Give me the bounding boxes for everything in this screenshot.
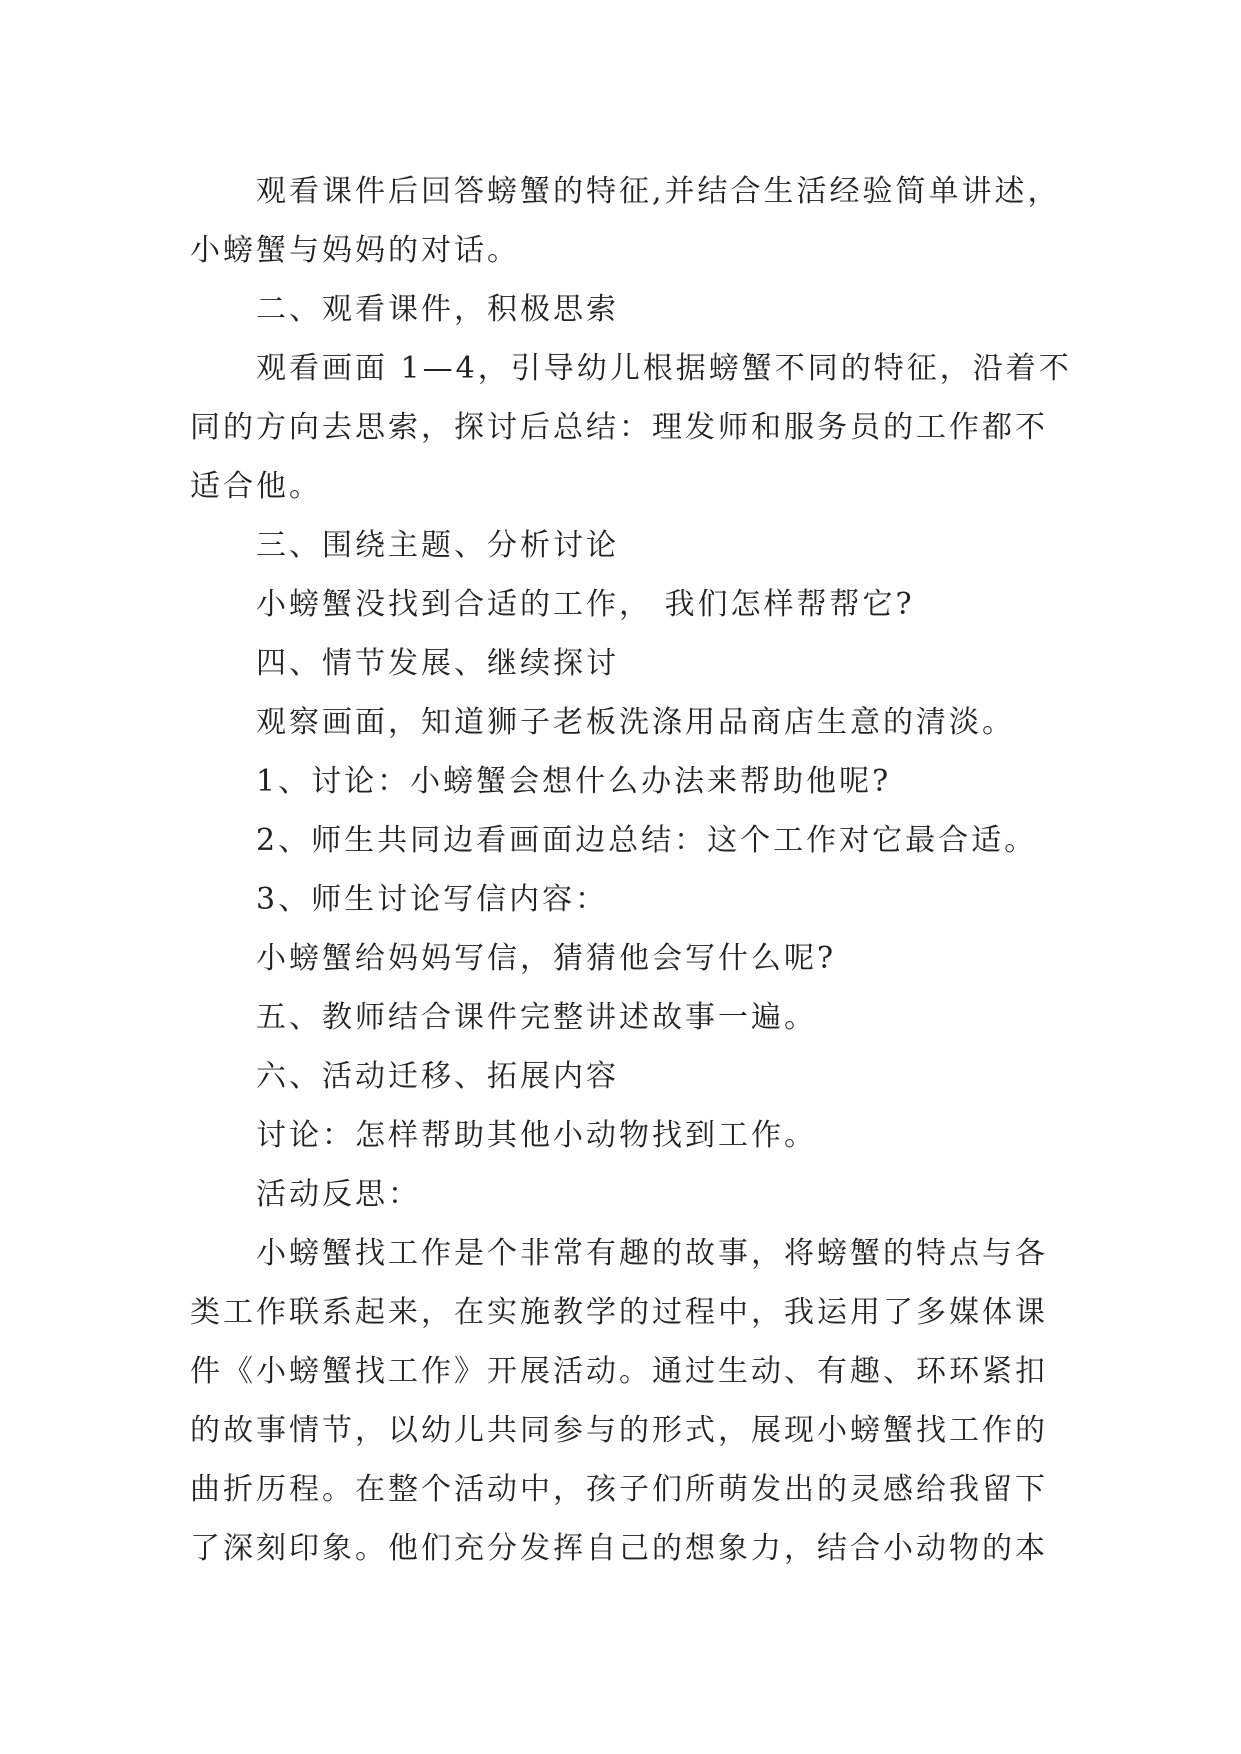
text-line: 了深刻印象。他们充分发挥自己的想象力，结合小动物的本 (190, 1531, 1048, 1566)
section-heading: 二、观看课件，积极思索 (256, 292, 619, 327)
text-line: 小螃蟹与妈妈的对话。 (190, 233, 520, 268)
text-line: 小螃蟹没找到合适的工作， 我们怎样帮帮它? (256, 587, 915, 622)
text-line: 观看画面 1—4，引导幼儿根据螃蟹不同的特征，沿着不 (256, 351, 1072, 386)
text-line: 同的方向去思索，探讨后总结：理发师和服务员的工作都不 (190, 410, 1048, 445)
list-item: 2、师生共同边看画面边总结：这个工作对它最合适。 (256, 823, 1038, 858)
section-heading: 三、围绕主题、分析讨论 (256, 528, 619, 563)
text-line: 小螃蟹给妈妈写信，猜猜他会写什么呢? (256, 941, 837, 976)
text-line: 观看课件后回答螃蟹的特征,并结合生活经验简单讲述， (256, 174, 1061, 209)
text-line: 适合他。 (190, 469, 322, 504)
text-line: 曲折历程。在整个活动中，孩子们所萌发出的灵感给我留下 (190, 1472, 1048, 1507)
text-line: 小螃蟹找工作是个非常有趣的故事，将螃蟹的特点与各 (256, 1236, 1048, 1271)
list-item: 3、师生讨论写信内容： (256, 882, 609, 917)
text-line: 观察画面，知道狮子老板洗涤用品商店生意的清淡。 (256, 705, 1015, 740)
section-heading: 五、教师结合课件完整讲述故事一遍。 (256, 1000, 817, 1035)
text-line: 类工作联系起来，在实施教学的过程中，我运用了多媒体课 (190, 1295, 1048, 1330)
text-line: 讨论：怎样帮助其他小动物找到工作。 (256, 1118, 817, 1153)
section-heading: 六、活动迁移、拓展内容 (256, 1059, 619, 1094)
document-body (190, 162, 1090, 1578)
text-line: 件《小螃蟹找工作》开展活动。通过生动、有趣、环环紧扣 (190, 1354, 1048, 1389)
section-heading: 活动反思： (256, 1177, 421, 1212)
section-heading: 四、情节发展、继续探讨 (256, 646, 619, 681)
text-line: 的故事情节，以幼儿共同参与的形式，展现小螃蟹找工作的 (190, 1413, 1048, 1448)
list-item: 1、讨论：小螃蟹会想什么办法来帮助他呢? (256, 764, 892, 799)
